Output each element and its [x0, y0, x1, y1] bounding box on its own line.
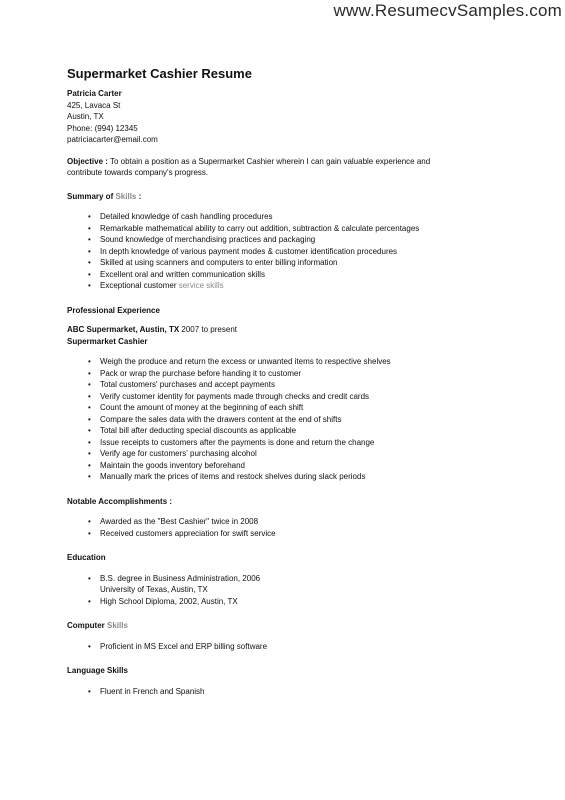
list-item: • Pack or wrap the purchase before handing it to customer — [67, 368, 537, 380]
contact-block — [67, 88, 537, 146]
contact-phone: Phone: (994) 12345 — [67, 123, 138, 133]
list-item: • Verify customer identity for payments made through checks and credit cards — [67, 391, 537, 403]
list-item: • Compare the sales data with the drawers content at the end of shifts — [67, 414, 537, 426]
list-item: • Total bill after deducting special discounts as applicable — [67, 425, 537, 437]
list-item: • Total customers' purchases and accept payments — [67, 379, 537, 391]
experience-list — [67, 356, 537, 483]
list-item: • B.S. degree in Business Administration, 2006 — [67, 573, 537, 585]
list-item: • Detailed knowledge of cash handling procedures — [67, 211, 537, 223]
education-heading: Education — [67, 553, 106, 562]
list-item: • Weigh the produce and return the excess or unwanted items to respective shelves — [67, 356, 537, 368]
job-employer: ABC Supermarket, Austin, TX — [67, 325, 180, 334]
list-item: • Issue receipts to customers after the payments is done and return the change — [67, 437, 537, 449]
language-skills-heading: Language Skills — [67, 666, 128, 675]
language-skills-list — [67, 686, 537, 698]
list-item: • Sound knowledge of merchandising practices and packaging — [67, 234, 537, 246]
objective-text-line2: contribute towards company's progress. — [67, 168, 209, 177]
computer-skills-heading: Computer Skills — [67, 621, 128, 630]
list-item: • Received customers appreciation for swift service — [67, 528, 537, 540]
list-item: • Excellent oral and written communication skills — [67, 269, 537, 281]
skills-list — [67, 211, 537, 292]
experience-heading: Professional Experience — [67, 305, 160, 315]
list-item: • Exceptional customer service skills — [67, 280, 537, 292]
objective-text-line1: To obtain a position as a Supermarket Cashier wherein I can gain valuable experience and — [107, 156, 431, 166]
list-item: • Maintain the goods inventory beforehand — [67, 460, 537, 472]
skills-heading: Summary of Skills : — [67, 191, 142, 201]
job-header — [67, 324, 537, 347]
resume-title: Supermarket Cashier Resume — [67, 66, 252, 81]
education-school: University of Texas, Austin, TX — [100, 585, 208, 594]
contact-address-line2: Austin, TX — [67, 112, 104, 121]
list-item: • Remarkable mathematical ability to carry out addition, subtraction & calculate percentages — [67, 223, 537, 235]
list-item: • In depth knowledge of various payment modes & customer identification procedures — [67, 246, 537, 258]
resume-content — [67, 66, 537, 697]
job-role: Supermarket Cashier — [67, 336, 148, 346]
list-item: • High School Diploma, 2002, Austin, TX — [67, 596, 537, 608]
list-item: • Count the amount of money at the beginning of each shift — [67, 402, 537, 414]
contact-email: patriciacarter@email.com — [67, 135, 158, 144]
contact-address-line1: 425, Lavaca St — [67, 100, 121, 110]
list-item: • Manually mark the prices of items and restock shelves during slack periods — [67, 471, 537, 483]
accomplishments-heading: Notable Accomplishments : — [67, 496, 173, 506]
site-watermark: www.ResumecvSamples.com — [333, 1, 562, 20]
objective-section — [67, 156, 537, 179]
list-item: • Proficient in MS Excel and ERP billing software — [67, 641, 537, 653]
list-item: • Awarded as the "Best Cashier" twice in 2008 — [67, 516, 537, 528]
education-list — [67, 573, 537, 608]
list-item: • Skilled at using scanners and computers to enter billing information — [67, 257, 537, 269]
job-dates: 2007 to present — [179, 325, 237, 334]
accomplishments-list — [67, 516, 537, 539]
list-item: • Fluent in French and Spanish — [67, 686, 537, 698]
list-item: • Verify age for customers' purchasing alcohol — [67, 448, 537, 460]
contact-name: Patricia Carter — [67, 89, 122, 98]
computer-skills-list — [67, 641, 537, 653]
objective-label: Objective : — [67, 156, 108, 166]
